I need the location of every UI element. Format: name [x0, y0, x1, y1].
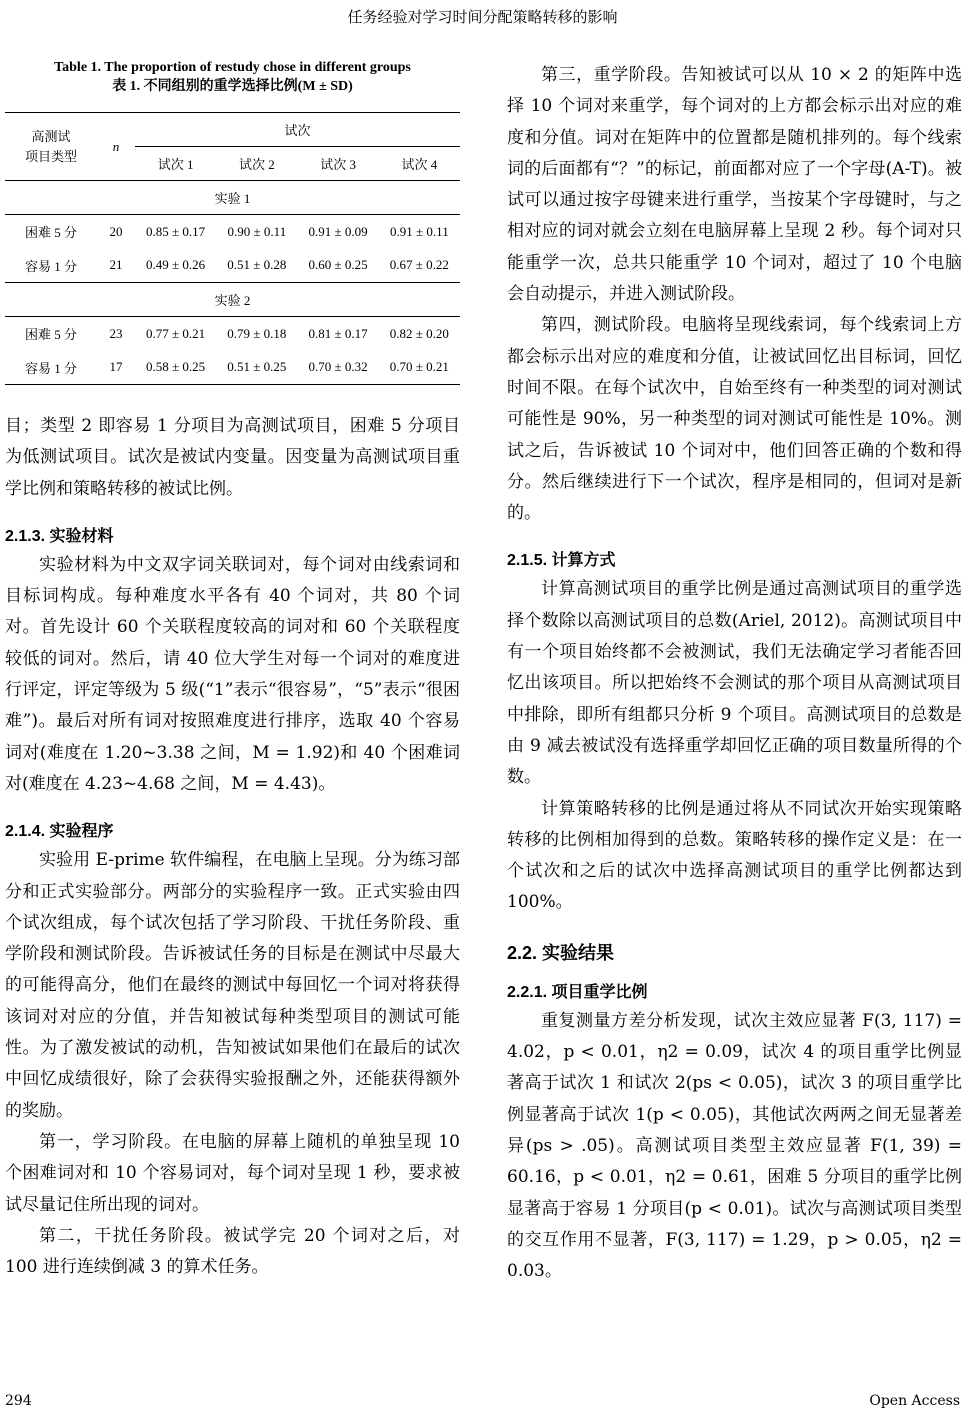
section-heading-2-1-4: 2.1.4. 实验程序 [5, 823, 114, 841]
paragraph: 目；类型 2 即容易 1 分项目为高测试项目，困难 5 分项目为低测试项目。试次是被试内变量。因变量为高测试项目重学比例和策略转移的被试比例。 [5, 416, 460, 499]
paragraph: 第一，学习阶段。在电脑的屏幕上随机的单独呈现 10 个困难词对和 10 个容易词对，每个词对呈现 1 秒，要求被试尽量记住所出现的词对。 [5, 1131, 460, 1215]
section-heading-2-2-1: 2.2.1. 项目重学比例 [507, 983, 648, 1001]
paragraph: 重复测量方差分析发现，试次主效应显著 F(3, 117) = 4.02，p < 0.01，η2 = 0.09，试次 4 的项目重学比例显著高于试次 1 和试次 2(ps < 0.05)，试次 3 的项目重学比例显著高于试次 1(p < 0.05)，其他试次两两之间无显著差异(ps > .05)。高测试项目类型主效应显著 F(1, 39) = 60.16，p < 0.01，η2 = 0.61，困难 5 分项目的重学比例显著高于容易 1 分项目(p < 0.01)。试次与高测试项目类型的交互作用不显著，F(3, 117) = 1.29，p > 0.05，η2 = 0.03。 [507, 1010, 962, 1282]
table-group-label: 实验 2 [5, 283, 460, 317]
section-heading-2-1-5: 2.1.5. 计算方式 [507, 552, 616, 570]
table-caption-en: Table 1. The proportion of restudy chose in different groups [54, 60, 411, 75]
table-cell: 0.51 ± 0.28 [227, 257, 287, 273]
table-cell: 0.85 ± 0.17 [146, 223, 206, 239]
table-cell: 0.90 ± 0.11 [227, 223, 287, 239]
section-heading-2-2: 2.2. 实验结果 [507, 942, 615, 963]
table-header-trial-2: 试次 2 [238, 157, 275, 172]
table-cell: 23 [109, 325, 123, 341]
table-cell: 17 [109, 359, 123, 375]
paragraph: 计算高测试项目的重学比例是通过高测试项目的重学选择个数除以高测试项目的总数(Ariel, 2012)。高测试项目中有一个项目始终都不会被测试，我们无法确定学习者能否回忆出该项目。所以把始终不会测试的那个项目从高测试项目中排除，即所有组都只分析 9 个项目。高测试项目的总数是由 9 减去被试没有选择重学却回忆正确的项目数量所得的个数。 [507, 579, 962, 788]
right-column [507, 60, 962, 1287]
table-header-trial-4: 试次 4 [401, 157, 438, 172]
table-row [5, 317, 460, 351]
table-cell: 困难 5 分 [24, 327, 77, 343]
table-cell: 容易 1 分 [24, 258, 77, 274]
table-row [5, 215, 460, 249]
table-caption-zh: 表 1. 不同组别的重学选择比例(M ± SD) [112, 79, 353, 94]
table-group-label: 实验 1 [5, 181, 460, 215]
table-row [5, 351, 460, 385]
table-cell: 20 [109, 223, 123, 239]
page-number: 294 [5, 1393, 32, 1409]
table-cell: 0.91 ± 0.11 [390, 223, 449, 239]
publisher-label: Open Access [869, 1393, 960, 1409]
table-header-trial-1: 试次 1 [157, 157, 194, 172]
table-header-trials: 试次 [135, 113, 460, 147]
table-row [5, 249, 460, 283]
table-cell: 0.81 ± 0.17 [308, 325, 368, 341]
table-cell: 困难 5 分 [24, 225, 77, 241]
paragraph: 第二，干扰任务阶段。被试学完 20 个词对之后，对 100 进行连续倒减 3 的算术任务。 [5, 1225, 460, 1278]
table-cell: 0.60 ± 0.25 [308, 257, 368, 273]
table-caption [5, 58, 460, 96]
running-header: 任务经验对学习时间分配策略转移的影响 [347, 8, 618, 26]
paragraph: 计算策略转移的比例是通过将从不同试次开始实现策略转移的比例相加得到的总数。策略转移的操作定义是：在一个试次和之后的试次中选择高测试项目的重学比例都达到 100%。 [507, 798, 962, 913]
table-header-type: 高测试 项目类型 [24, 128, 77, 164]
table-cell: 0.70 ± 0.21 [389, 359, 449, 375]
table-cell: 0.82 ± 0.20 [389, 325, 449, 341]
table-cell: 0.51 ± 0.25 [227, 359, 287, 375]
section-heading-2-1-3: 2.1.3. 实验材料 [5, 527, 114, 545]
paragraph: 第三，重学阶段。告知被试可以从 10 × 2 的矩阵中选择 10 个词对来重学，每个词对的上方都会标示出对应的难度和分值。词对在矩阵中的位置都是随机排列的。每个线索词的后面都有“？”的标记，前面都对应了一个字母(A-T)。被试可以通过按字母键来进行重学，当按某个字母键时，与之相对应的词对就会立刻在电脑屏幕上呈现 2 秒。每个词对只能重学一次，总共只能重学 10 个词对，超过了 10 个电脑会自动提示，并进入测试阶段。 [507, 65, 962, 305]
table-cell: 0.67 ± 0.22 [389, 257, 449, 273]
table-cell: 0.58 ± 0.25 [146, 359, 206, 375]
paragraph: 实验材料为中文双字词关联词对，每个词对由线索词和目标词构成。每种难度水平各有 40 个词对，共 80 个词对。首先设计 60 个关联程度较高的词对和 60 个关联程度较低的词对。然后，请 40 位大学生对每一个词对的难度进行评定，评定等级为 5 级(“1”表示“很容易”，“5”表示“很困难”)。最后对所有词对按照难度进行排序，选取 40 个容易词对(难度在 1.20~3.38 之间，M = 1.92)和 40 个困难词对(难度在 4.23~4.68 之间，M = 4.43)。 [5, 554, 460, 794]
results-table [5, 112, 460, 385]
table-cell: 21 [109, 257, 123, 273]
table-cell: 0.79 ± 0.18 [227, 325, 287, 341]
table-header-n: n [112, 138, 120, 154]
left-column [5, 411, 460, 1283]
table-cell: 0.77 ± 0.21 [146, 325, 206, 341]
paragraph: 第四，测试阶段。电脑将呈现线索词，每个线索词上方都会标示出对应的难度和分值，让被试回忆出目标词，回忆时间不限。在每个试次中，自始至终有一种类型的词对测试可能性是 90%，另一种类型的词对测试可能性是 10%。测试之后，告诉被试 10 个词对中，他们回答正确的个数和得分。然后继续进行下一个试次，程序是相同的，但词对是新的。 [507, 315, 962, 524]
table-header-trial-3: 试次 3 [320, 157, 356, 172]
table-cell: 0.70 ± 0.32 [308, 359, 368, 375]
table-cell: 0.91 ± 0.09 [308, 223, 368, 239]
table-cell: 0.49 ± 0.26 [146, 257, 206, 273]
table-cell: 容易 1 分 [24, 360, 77, 376]
paragraph: 实验用 E-prime 软件编程，在电脑上呈现。分为练习部分和正式实验部分。两部分的实验程序一致。正式实验由四个试次组成，每个试次包括了学习阶段、干扰任务阶段、重学阶段和测试阶段。告诉被试任务的目标是在测试中尽最大的可能得高分，他们在最终的测试中每回忆一个词对将获得该词对对应的分值，并告知被试每种类型项目的测试可能性。为了激发被试的动机，告知被试如果他们在最后的试次中回忆成绩很好，除了会获得实验报酬之外，还能获得额外的奖励。 [5, 850, 460, 1121]
